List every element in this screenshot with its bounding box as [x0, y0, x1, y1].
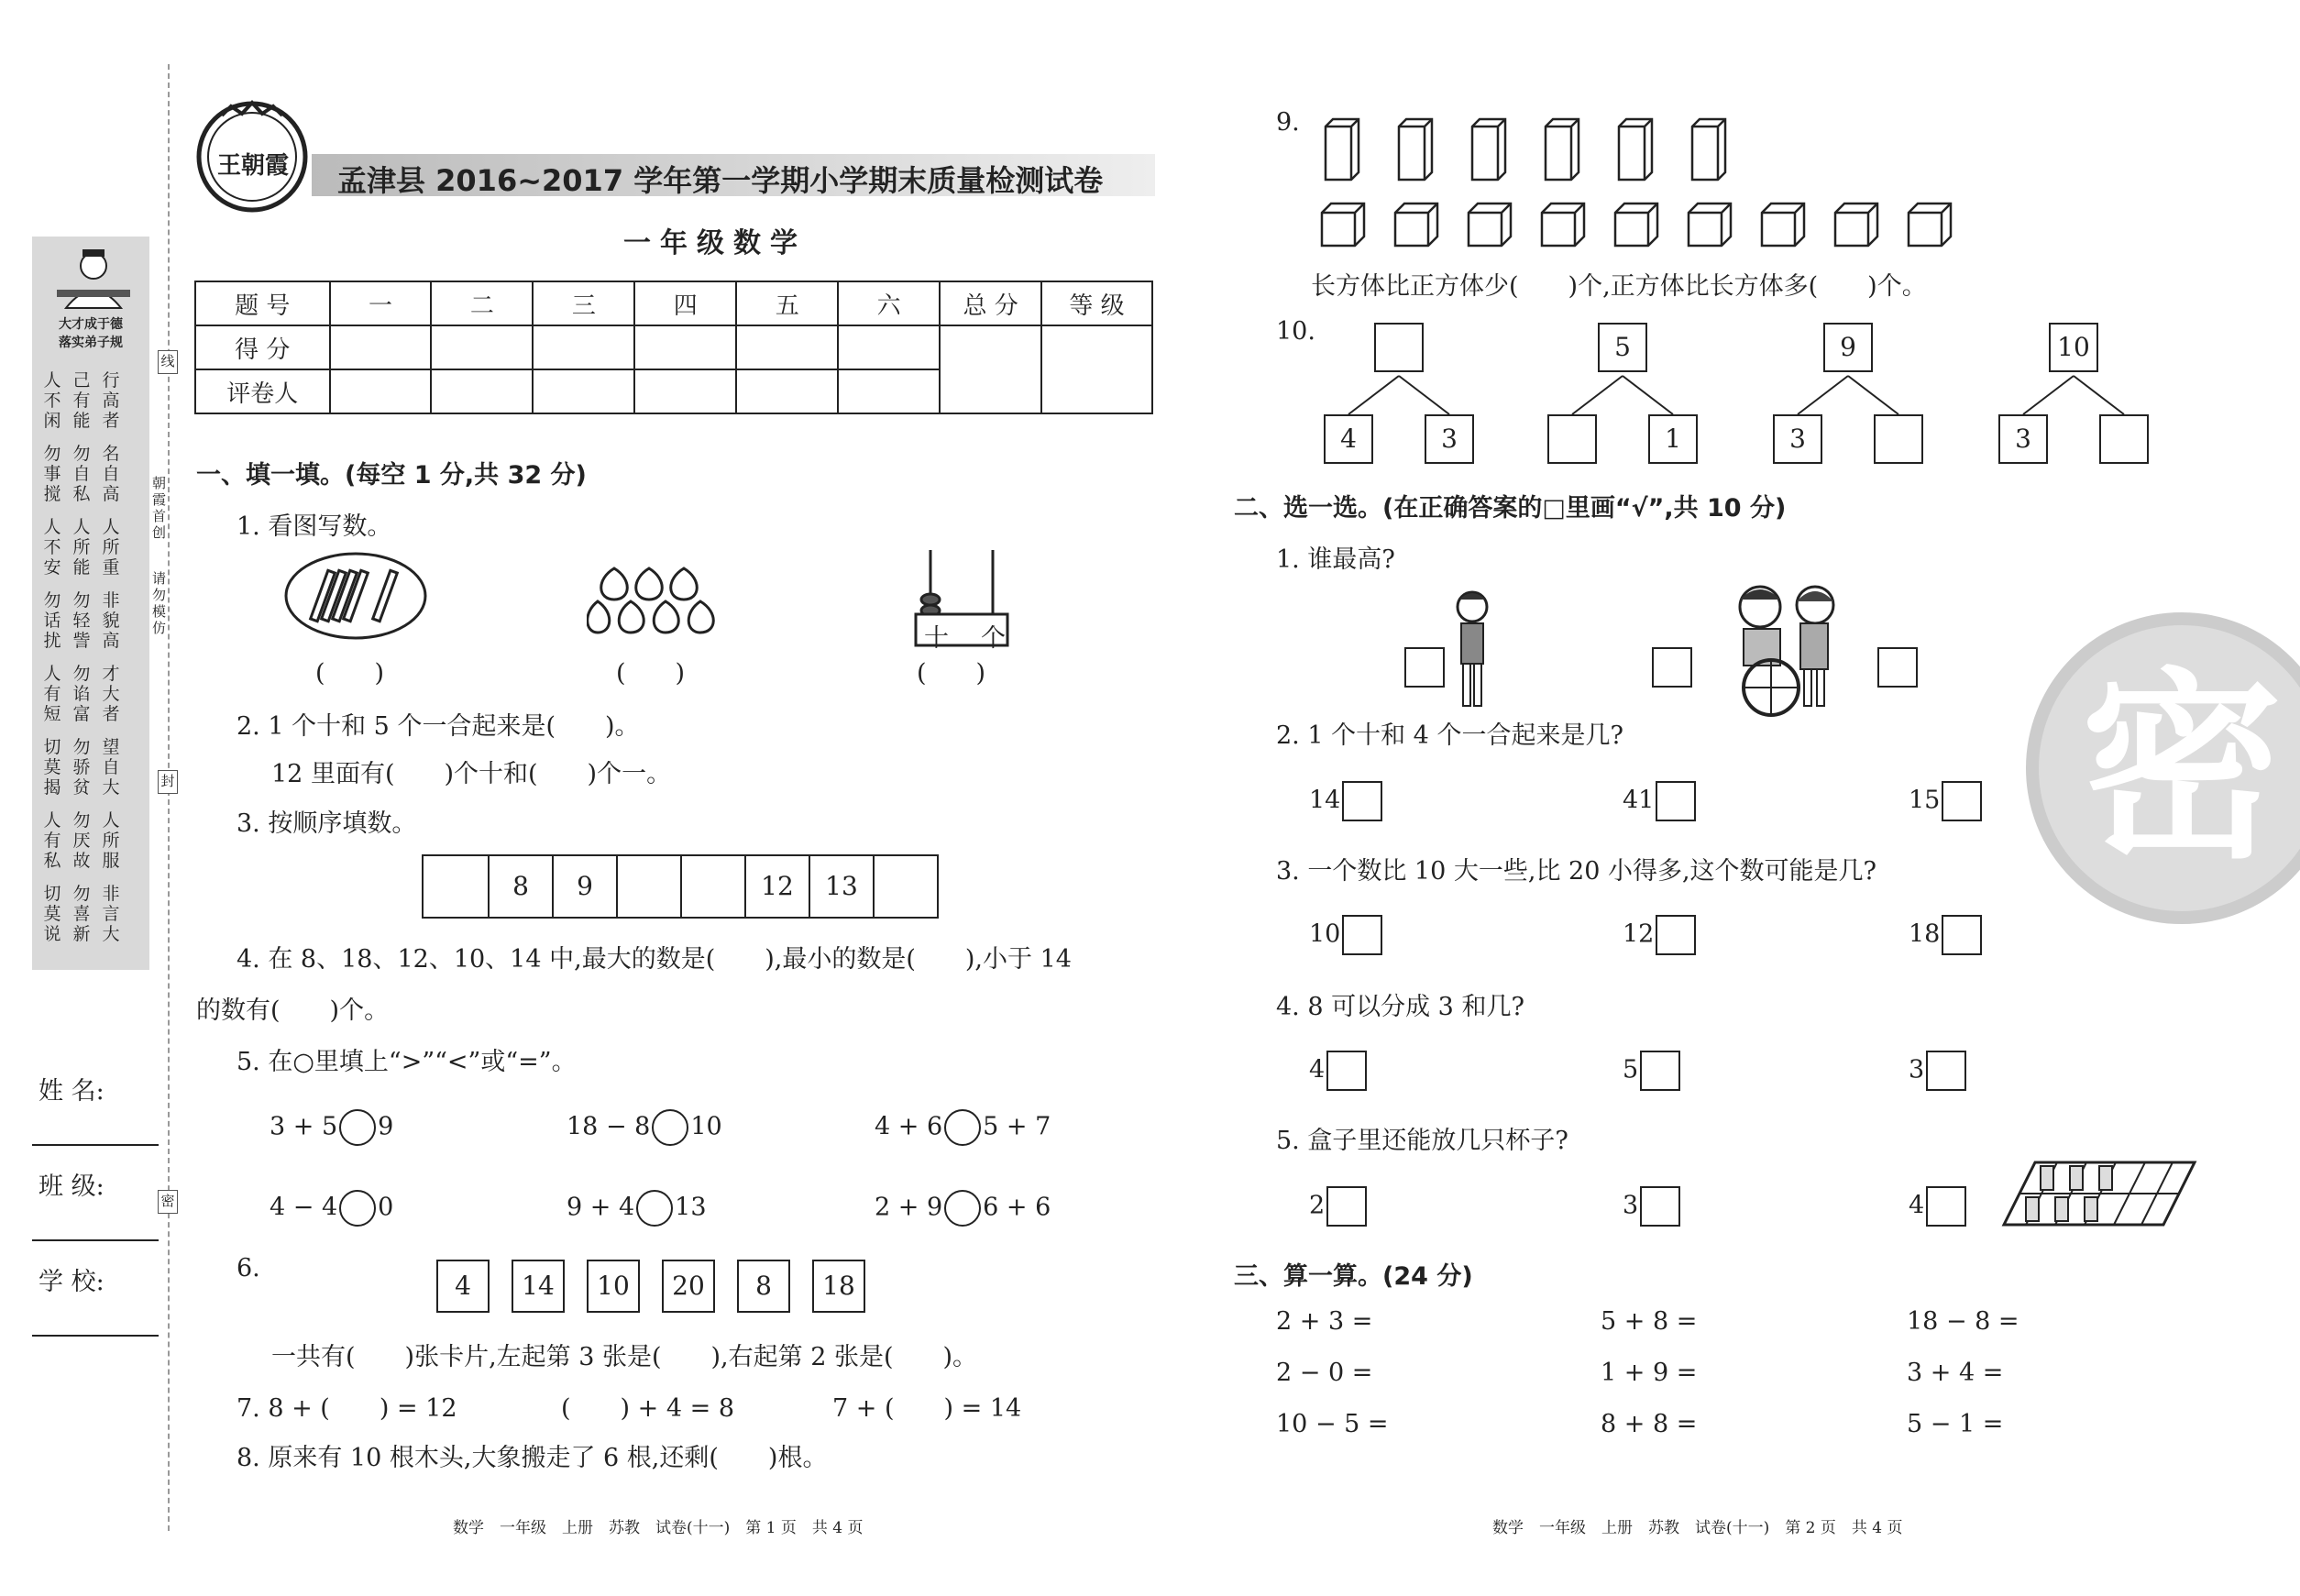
- number-card: 14: [512, 1260, 565, 1313]
- cuboid-icon: [1617, 117, 1654, 182]
- binding-line: [168, 64, 170, 1531]
- score-cell[interactable]: [431, 325, 533, 369]
- motto-column: 人有短: [43, 664, 61, 724]
- sequence-cell[interactable]: [680, 856, 744, 917]
- sequence-cell: 12: [744, 856, 809, 917]
- answer-checkbox[interactable]: [1942, 781, 1982, 821]
- name-field[interactable]: [32, 1144, 159, 1146]
- compare-circle[interactable]: [652, 1109, 688, 1146]
- compare-left: 4 − 4: [270, 1193, 338, 1222]
- option-label: 15: [1909, 786, 1941, 815]
- compare-item: [875, 1109, 1051, 1146]
- grader-cell[interactable]: [431, 369, 533, 413]
- abacus-ones-label: 个: [981, 624, 1006, 653]
- compare-circle[interactable]: [944, 1190, 981, 1227]
- choice-option: [1623, 1186, 1680, 1227]
- s2-q5: 5. 盒子里还能放几只杯子?: [1276, 1127, 1568, 1155]
- choice-option: [1909, 1051, 1966, 1091]
- grader-cell[interactable]: [838, 369, 940, 413]
- tree-left-box: 3: [1998, 414, 2048, 464]
- answer-checkbox[interactable]: [1926, 1051, 1966, 1091]
- answer-checkbox[interactable]: [1342, 915, 1382, 955]
- calc-item[interactable]: 5 + 8 =: [1601, 1307, 1698, 1336]
- compare-item: [567, 1190, 707, 1227]
- answer-checkbox[interactable]: [1640, 1051, 1680, 1091]
- compare-left: 9 + 4: [567, 1193, 635, 1222]
- motto-column: 勿谄富: [72, 664, 91, 724]
- calc-item[interactable]: 10 − 5 =: [1276, 1410, 1389, 1438]
- name-label: 姓 名:: [39, 1077, 105, 1106]
- calc-item[interactable]: 2 + 3 =: [1276, 1307, 1373, 1336]
- tree-right-box[interactable]: [2099, 414, 2149, 464]
- q1-text: 1. 看图写数。: [237, 512, 392, 541]
- compare-circle[interactable]: [944, 1109, 981, 1146]
- option-label: 3: [1623, 1191, 1639, 1220]
- sequence-cell[interactable]: [616, 856, 680, 917]
- calc-item[interactable]: 1 + 9 =: [1601, 1359, 1698, 1387]
- answer-blank[interactable]: ( ): [315, 659, 385, 688]
- motto-column: 勿事搅: [43, 444, 61, 504]
- class-field[interactable]: [32, 1239, 159, 1241]
- grader-cell[interactable]: [736, 369, 838, 413]
- motto-column: 勿话扰: [43, 590, 61, 651]
- compare-left: 4 + 6: [875, 1112, 943, 1141]
- motto-column: 非貌高: [102, 590, 120, 651]
- q9-label: 9.: [1276, 108, 1300, 137]
- scholar-figure: [48, 246, 139, 310]
- answer-blank[interactable]: ( ): [917, 659, 986, 688]
- table-header: 题 号: [195, 281, 330, 325]
- tree-left-box: 4: [1324, 414, 1373, 464]
- compare-item: [270, 1190, 393, 1227]
- option-label: 3: [1909, 1055, 1925, 1084]
- motto-column: 人所重: [102, 517, 120, 578]
- score-cell[interactable]: [838, 325, 940, 369]
- score-cell[interactable]: [330, 325, 432, 369]
- exam-subtitle: 一年级数学: [623, 227, 807, 259]
- option-label: 4: [1309, 1055, 1326, 1084]
- score-table: [194, 281, 1153, 414]
- s2-q1: 1. 谁最高?: [1276, 545, 1395, 574]
- grader-cell[interactable]: [533, 369, 634, 413]
- compare-circle[interactable]: [339, 1109, 376, 1146]
- number-card: 10: [587, 1260, 640, 1313]
- compare-item: [875, 1190, 1051, 1227]
- page-footer: 数学 一年级 上册 苏教 试卷(十一) 第 1 页 共 4 页: [453, 1519, 864, 1537]
- cube-icon: [1540, 202, 1586, 248]
- compare-right: 5 + 7: [983, 1112, 1051, 1141]
- page-footer: 数学 一年级 上册 苏教 试卷(十一) 第 2 页 共 4 页: [1492, 1519, 1903, 1537]
- tree-top-box: 5: [1598, 323, 1647, 372]
- compare-circle[interactable]: [339, 1190, 376, 1227]
- answer-checkbox[interactable]: [1652, 647, 1692, 688]
- choice-option: [1909, 915, 1982, 955]
- margin-mark: 线: [158, 350, 178, 374]
- section3-title: 三、算一算。(24 分): [1234, 1262, 1473, 1291]
- motto-column: 人有私: [43, 810, 61, 871]
- margin-mark: 封: [158, 770, 178, 794]
- option-label: 5: [1623, 1055, 1639, 1084]
- choice-option: [1309, 781, 1382, 821]
- compare-right: 0: [378, 1193, 394, 1222]
- table-header: 总 分: [940, 281, 1041, 325]
- confidential-seal: [2026, 612, 2300, 942]
- motto-line: 大才成于德: [59, 317, 123, 332]
- q4-text: 的数有( )个。: [196, 996, 390, 1025]
- compare-right: 13: [675, 1193, 707, 1222]
- q7-text: 7. 8 + ( ) = 12: [237, 1394, 457, 1423]
- answer-checkbox[interactable]: [1877, 647, 1918, 688]
- option-label: 12: [1623, 919, 1655, 949]
- motto-line: 落实弟子规: [59, 336, 123, 350]
- table-header: 六: [838, 281, 940, 325]
- option-label: 4: [1909, 1191, 1925, 1220]
- answer-checkbox[interactable]: [1942, 915, 1982, 955]
- q10-label: 10.: [1276, 317, 1315, 346]
- choice-option: [1909, 781, 1982, 821]
- s2-q4: 4. 8 可以分成 3 和几?: [1276, 993, 1524, 1021]
- choice-option: [1623, 781, 1696, 821]
- motto-column: 勿轻訾: [72, 590, 91, 651]
- cube-icon: [1467, 202, 1513, 248]
- q8-text: 8. 原来有 10 根木头,大象搬走了 6 根,还剩( )根。: [237, 1444, 828, 1472]
- cube-icon: [1907, 202, 1953, 248]
- sequence-cell[interactable]: [873, 856, 937, 917]
- cube-icon: [1393, 202, 1439, 248]
- motto-column: 勿厌故: [72, 810, 91, 871]
- cube-icon: [1613, 202, 1659, 248]
- row-label: 得 分: [195, 325, 330, 369]
- compare-left: 2 + 9: [875, 1193, 943, 1222]
- table-header: 一: [330, 281, 432, 325]
- cuboid-icon: [1324, 117, 1360, 182]
- tree-left-box[interactable]: [1547, 414, 1597, 464]
- calc-item[interactable]: 5 − 1 =: [1907, 1410, 2004, 1438]
- exam-title: 孟津县 2016~2017 学年第一学期小学期末质量检测试卷: [337, 163, 1104, 198]
- choice-option: [1623, 1051, 1680, 1091]
- cup-tray-image: [1998, 1157, 2198, 1230]
- score-cell[interactable]: [634, 325, 736, 369]
- row-label: 评卷人: [195, 369, 330, 413]
- q6-label: 6.: [237, 1254, 260, 1282]
- seal-character: 密: [2080, 651, 2283, 886]
- compare-right: 6 + 6: [983, 1193, 1051, 1222]
- sequence-cell[interactable]: [424, 856, 488, 917]
- cuboid-icon: [1690, 117, 1727, 182]
- vertical-note: 请勿模仿: [152, 570, 167, 636]
- number-card: 18: [812, 1260, 865, 1313]
- school-field[interactable]: [32, 1335, 159, 1337]
- option-label: 18: [1909, 919, 1941, 949]
- cuboid-icon: [1470, 117, 1507, 182]
- number-card: 8: [737, 1260, 790, 1313]
- compare-right: 10: [690, 1112, 722, 1141]
- q2-text: 12 里面有( )个十和( )个一。: [271, 760, 672, 788]
- answer-checkbox[interactable]: [1326, 1186, 1367, 1227]
- table-header: 等 级: [1041, 281, 1152, 325]
- motto-column: 非言大: [102, 884, 120, 944]
- motto-column: 己有能: [72, 370, 91, 431]
- sequence-cell: 8: [488, 856, 552, 917]
- calc-item[interactable]: 2 − 0 =: [1276, 1359, 1373, 1387]
- class-label: 班 级:: [39, 1172, 105, 1201]
- motto-column: 勿自私: [72, 444, 91, 504]
- number-sequence: [422, 854, 939, 919]
- boy-image: [1450, 587, 1496, 715]
- tree-right-box: 3: [1425, 414, 1474, 464]
- motto-column: 望自大: [102, 737, 120, 798]
- motto-column: 才大者: [102, 664, 120, 724]
- q4-text: 4. 在 8、18、12、10、14 中,最大的数是( ),最小的数是( ),小于 14: [237, 945, 1072, 974]
- score-cell[interactable]: [533, 325, 634, 369]
- tree-top-box: 10: [2049, 323, 2098, 372]
- motto-column: 勿骄贫: [72, 737, 91, 798]
- score-cell[interactable]: [736, 325, 838, 369]
- q7-text: 7 + ( ) = 14: [832, 1394, 1022, 1423]
- q7-text: ( ) + 4 = 8: [561, 1394, 734, 1423]
- tree-right-box: 1: [1648, 414, 1698, 464]
- tree-right-box[interactable]: [1874, 414, 1923, 464]
- answer-checkbox[interactable]: [1656, 915, 1696, 955]
- choice-option: [1909, 1186, 1966, 1227]
- choice-option: [1309, 915, 1382, 955]
- option-label: 10: [1309, 919, 1341, 949]
- logo-text: 王朝霞: [216, 152, 289, 180]
- motto-column: 行高者: [102, 370, 120, 431]
- answer-checkbox[interactable]: [1404, 647, 1445, 688]
- choice-option: [1623, 915, 1696, 955]
- motto-column: 切莫说: [43, 884, 61, 944]
- grader-cell[interactable]: [634, 369, 736, 413]
- motto-column: 切莫揭: [43, 737, 61, 798]
- compare-right: 9: [378, 1112, 394, 1141]
- sequence-cell: 13: [809, 856, 873, 917]
- motto-column: 人所服: [102, 810, 120, 871]
- cube-icon: [1687, 202, 1733, 248]
- table-header: 二: [431, 281, 533, 325]
- number-card: 20: [662, 1260, 715, 1313]
- motto-column: 勿喜新: [72, 884, 91, 944]
- answer-checkbox[interactable]: [1342, 781, 1382, 821]
- q5-text: 5. 在○里填上“>”“<”或“=”。: [237, 1048, 577, 1076]
- vertical-note: 朝霞首创: [152, 475, 167, 541]
- calc-item[interactable]: 8 + 8 =: [1601, 1410, 1698, 1438]
- abacus-tens-label: 十: [924, 624, 949, 653]
- q6-text: 一共有( )张卡片,左起第 3 张是( ),右起第 2 张是( )。: [271, 1343, 978, 1371]
- choice-option: [1309, 1051, 1367, 1091]
- tree-top-box: 9: [1823, 323, 1873, 372]
- margin-mark: 密: [158, 1190, 178, 1214]
- option-label: 41: [1623, 786, 1655, 815]
- grader-cell[interactable]: [330, 369, 432, 413]
- motto-column: 人所能: [72, 517, 91, 578]
- table-header: 四: [634, 281, 736, 325]
- motto-column: 名自高: [102, 444, 120, 504]
- answer-checkbox[interactable]: [1640, 1186, 1680, 1227]
- calc-item[interactable]: 3 + 4 =: [1907, 1359, 2004, 1387]
- school-label: 学 校:: [39, 1268, 105, 1296]
- grade-cell[interactable]: [1041, 325, 1152, 413]
- motto-column: 人不闲: [43, 370, 61, 431]
- tree-left-box: 3: [1773, 414, 1822, 464]
- sequence-cell: 9: [552, 856, 616, 917]
- sticks-bundle-image: [282, 550, 429, 642]
- compare-left: 18 − 8: [567, 1112, 651, 1141]
- number-card: 4: [436, 1260, 490, 1313]
- table-header: 三: [533, 281, 634, 325]
- cube-icon: [1760, 202, 1806, 248]
- s2-q2: 2. 1 个十和 4 个一合起来是几?: [1276, 721, 1623, 750]
- cube-icon: [1320, 202, 1366, 248]
- answer-blank[interactable]: ( ): [616, 659, 686, 688]
- answer-checkbox[interactable]: [1656, 781, 1696, 821]
- section2-title: 二、选一选。(在正确答案的□里画“√”,共 10 分): [1234, 494, 1787, 523]
- answer-checkbox[interactable]: [1326, 1051, 1367, 1091]
- option-label: 14: [1309, 786, 1341, 815]
- calc-item[interactable]: 18 − 8 =: [1907, 1307, 2019, 1336]
- q2-text: 2. 1 个十和 5 个一合起来是( )。: [237, 712, 640, 741]
- cube-icon: [1833, 202, 1879, 248]
- compare-item: [567, 1109, 722, 1146]
- total-cell[interactable]: [940, 325, 1041, 413]
- s2-q3: 3. 一个数比 10 大一些,比 20 小得多,这个数可能是几?: [1276, 857, 1877, 886]
- compare-left: 3 + 5: [270, 1112, 338, 1141]
- peaches-image: [587, 561, 733, 644]
- option-label: 2: [1309, 1191, 1326, 1220]
- cuboid-icon: [1397, 117, 1434, 182]
- q9-text: 长方体比正方体少( )个,正方体比长方体多( )个。: [1311, 272, 1927, 301]
- section1-title: 一、填一填。(每空 1 分,共 32 分): [196, 461, 587, 490]
- table-header: 五: [736, 281, 838, 325]
- motto-column: 人不安: [43, 517, 61, 578]
- answer-checkbox[interactable]: [1926, 1186, 1966, 1227]
- tree-top-box[interactable]: [1374, 323, 1424, 372]
- wheelchair-kids-image: [1716, 574, 1854, 721]
- choice-option: [1309, 1186, 1367, 1227]
- compare-item: [270, 1109, 393, 1146]
- q3-text: 3. 按顺序填数。: [237, 809, 417, 838]
- compare-circle[interactable]: [636, 1190, 673, 1227]
- cuboid-icon: [1544, 117, 1580, 182]
